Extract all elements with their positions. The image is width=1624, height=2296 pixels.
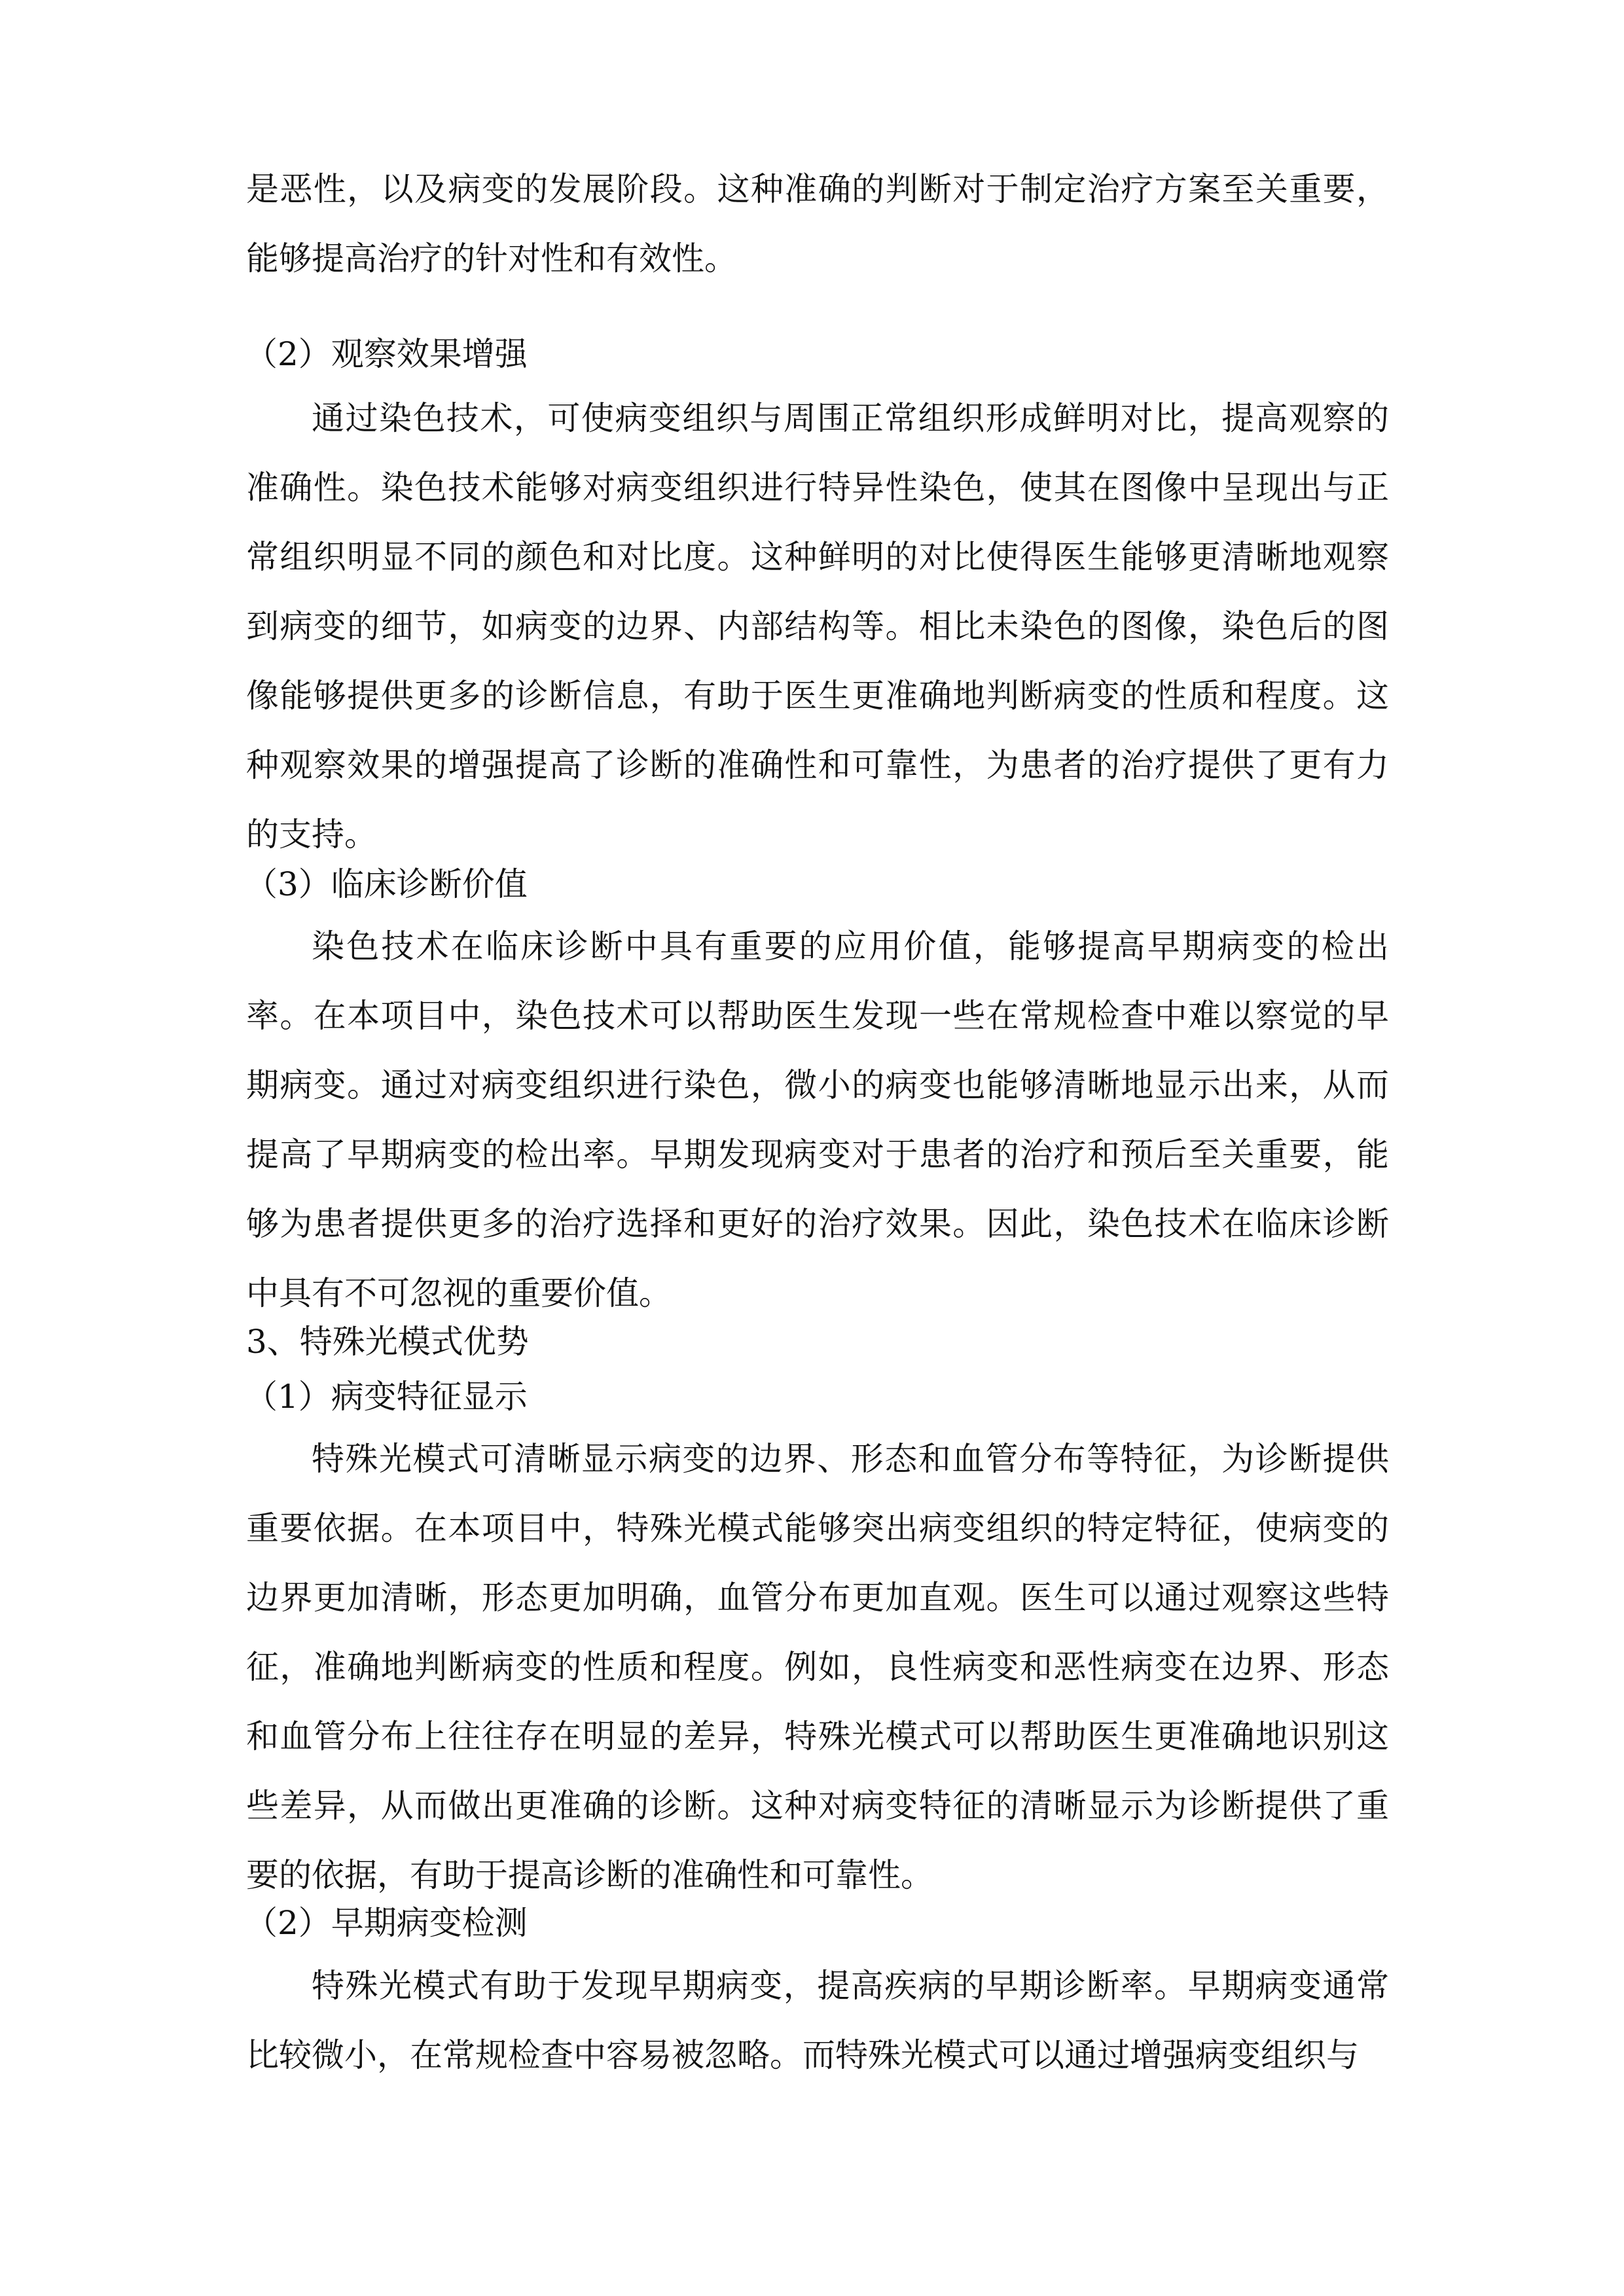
heading-lesion-feature-display: （1）病变特征显示 bbox=[245, 1378, 528, 1416]
heading-observation-enhancement: （2）观察效果增强 bbox=[245, 335, 528, 373]
paragraph-clinical-value: 染色技术在临床诊断中具有重要的应用价值，能够提高早期病变的检出率。在本项目中，染色技术可以帮助医生发现一些在常规检查中难以察觉的早期病变。通过对病变组织进行染色，微小的病变也能够清晰地显示出来，从而提高了早期病变的检出率。早期发现病变对于患者的治疗和预后至关重要，能够为患者提供更多的治疗选择和更好的治疗效果。因此，染色技术在临床诊断中具有不可忽视的重要价值。 bbox=[246, 927, 1389, 1312]
paragraph-observation-enhancement: 通过染色技术，可使病变组织与周围正常组织形成鲜明对比，提高观察的准确性。染色技术能够对病变组织进行特异性染色，使其在图像中呈现出与正常组织明显不同的颜色和对比度。这种鲜明的对比使得医生能够更清晰地观察到病变的细节，如病变的边界、内部结构等。相比未染色的图像，染色后的图像能够提供更多的诊断信息，有助于医生更准确地判断病变的性质和程度。这种观察效果的增强提高了诊断的准确性和可靠性，为患者的治疗提供了更有力的支持。 bbox=[246, 399, 1389, 853]
paragraph-intro-continuation: 是恶性，以及病变的发展阶段。这种准确的判断对于制定治疗方案至关重要，能够提高治疗的针对性和有效性。 bbox=[246, 170, 1389, 278]
paragraph-early-lesion-detection: 特殊光模式有助于发现早期病变，提高疾病的早期诊断率。早期病变通常比较微小，在常规检查中容易被忽略。而特殊光模式可以通过增强病变组织与 bbox=[246, 1967, 1389, 2074]
heading-early-lesion-detection: （2）早期病变检测 bbox=[245, 1904, 528, 1942]
paragraph-lesion-feature-display: 特殊光模式可清晰显示病变的边界、形态和血管分布等特征，为诊断提供重要依据。在本项目中，特殊光模式能够突出病变组织的特定特征，使病变的边界更加清晰，形态更加明确，血管分布更加直观。医生可以通过观察这些特征，准确地判断病变的性质和程度。例如，良性病变和恶性病变在边界、形态和血管分布上往往存在明显的差异，特殊光模式可以帮助医生更准确地识别这些差异，从而做出更准确的诊断。这种对病变特征的清晰显示为诊断提供了重要的依据，有助于提高诊断的准确性和可靠性。 bbox=[246, 1440, 1389, 1894]
heading-section-3-special-light: 3、特殊光模式优势 bbox=[246, 1323, 529, 1361]
heading-clinical-value: （3）临床诊断价值 bbox=[245, 865, 528, 903]
